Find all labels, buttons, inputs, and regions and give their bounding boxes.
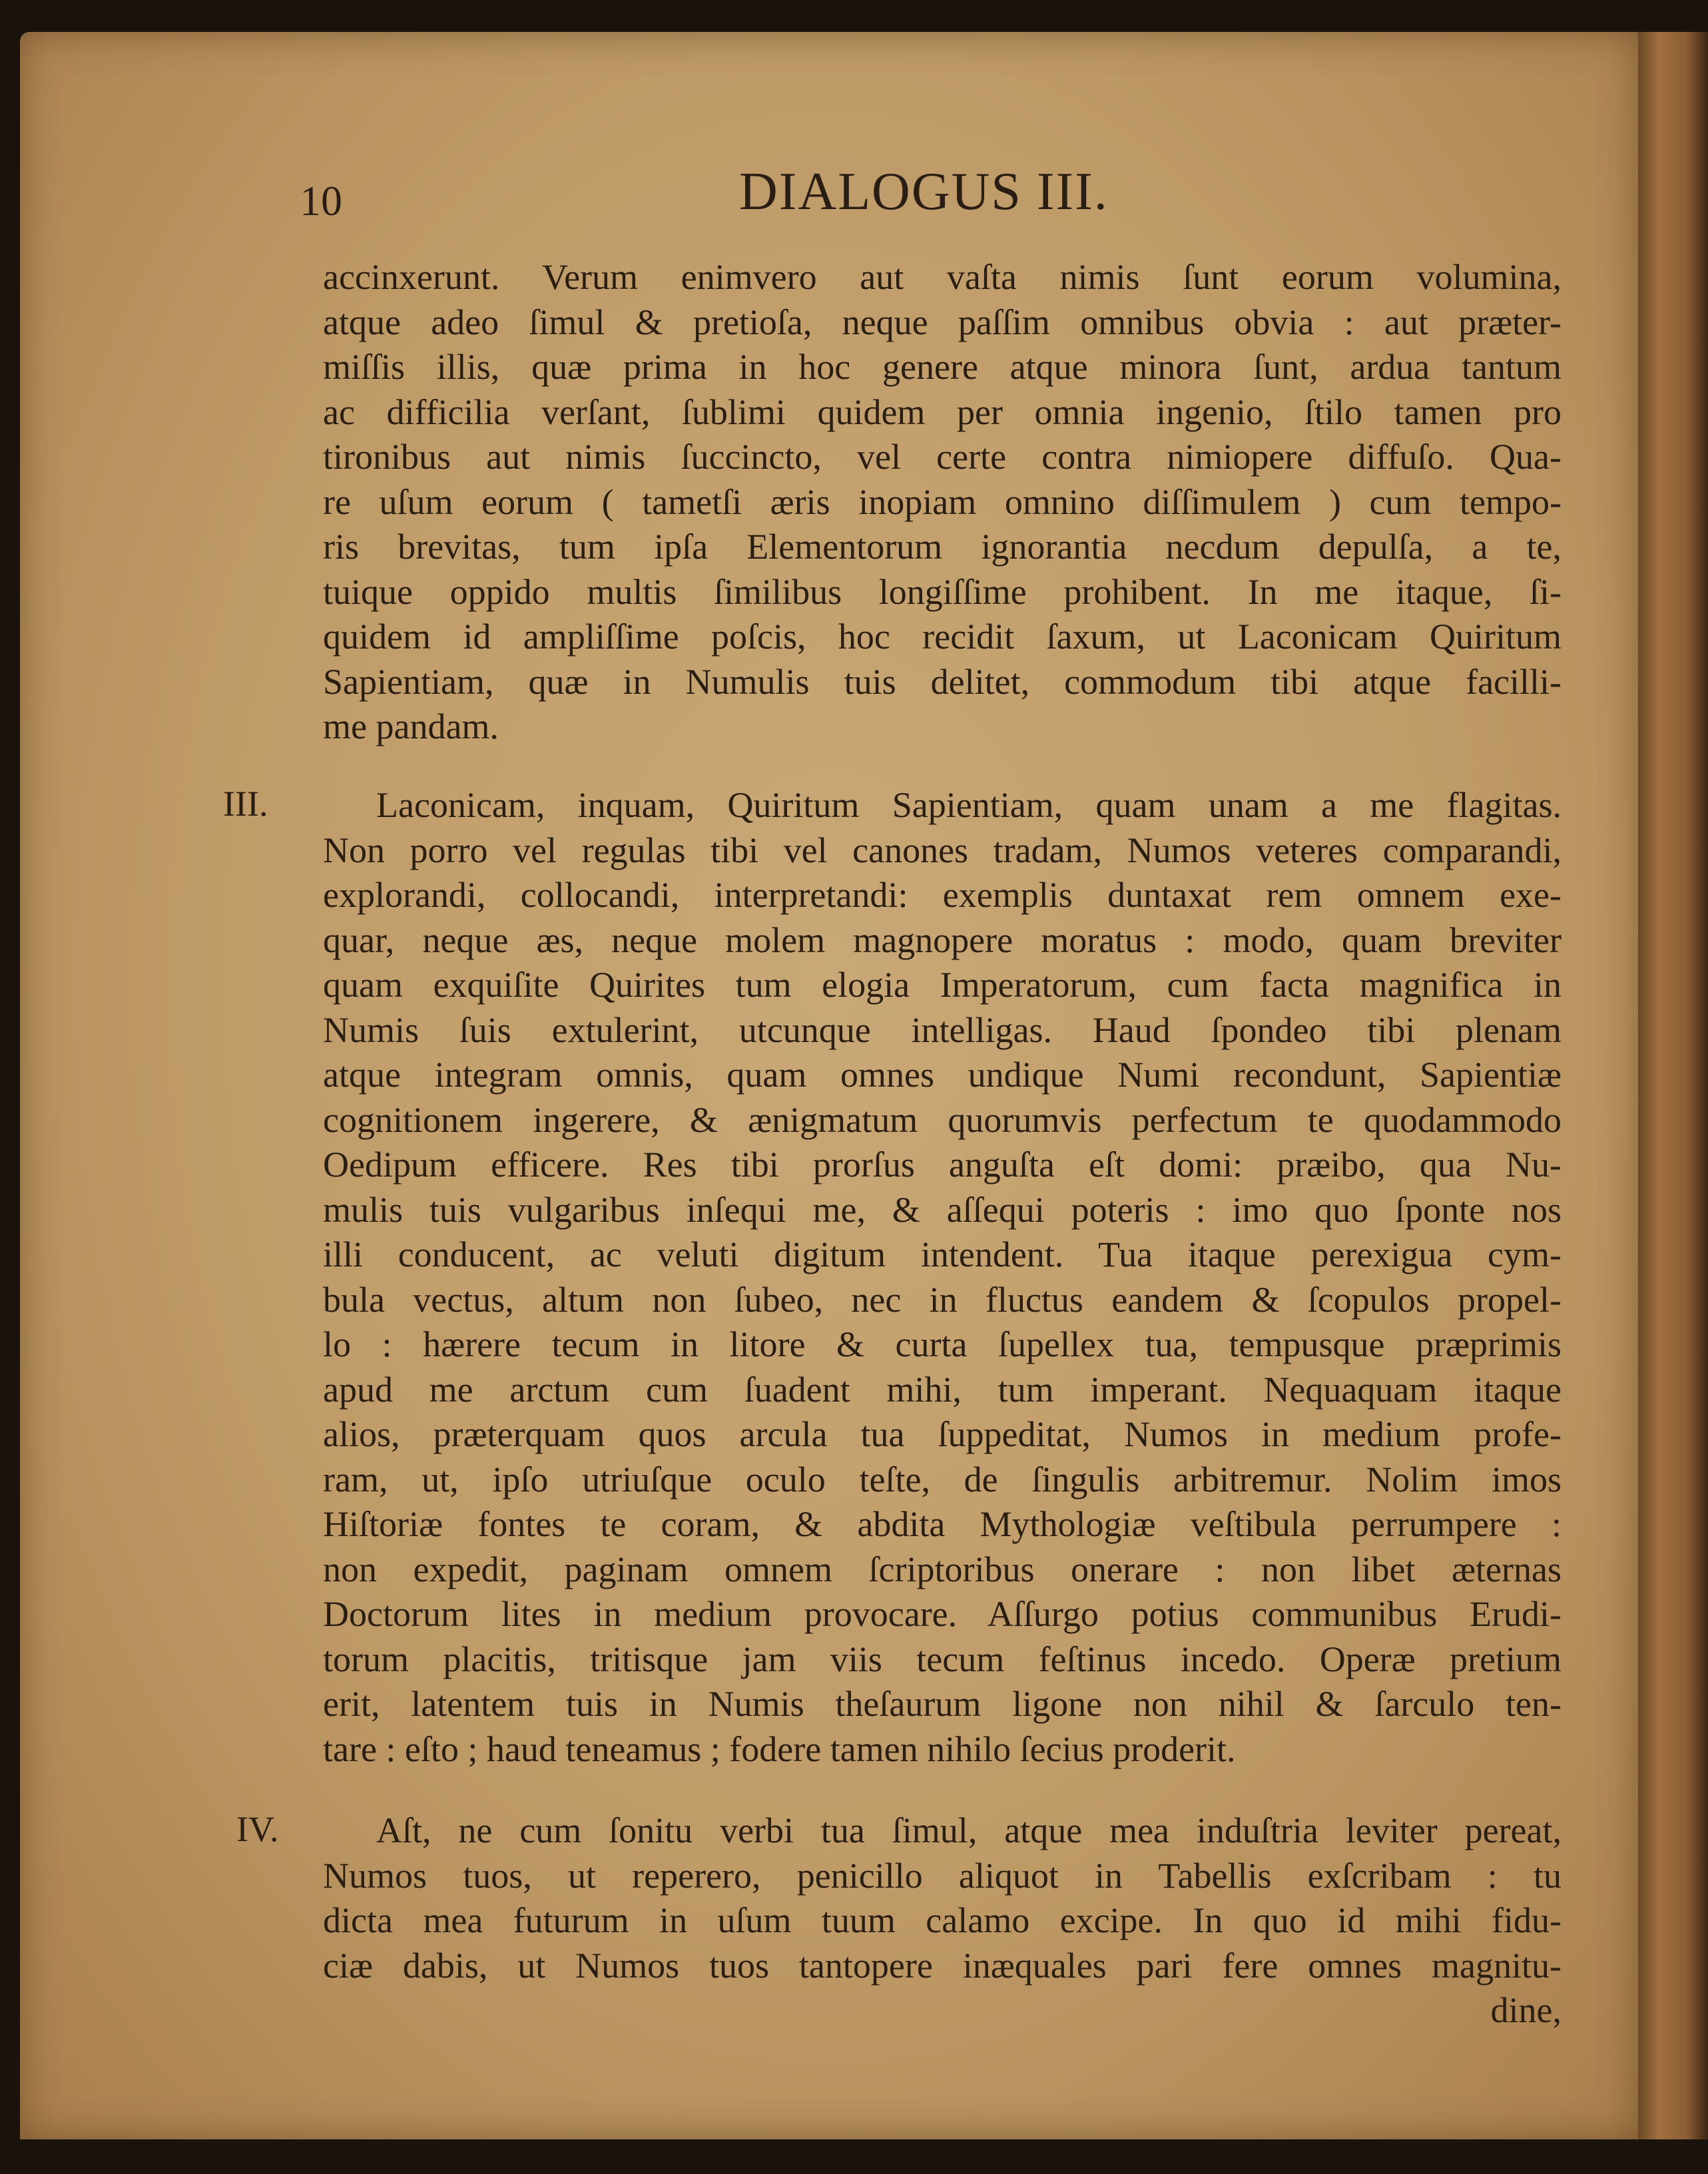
paragraph-iv xyxy=(323,1808,1562,2034)
text-line: Doctorum lites in medium provocare. Aſſurgo potius communibus Erudi- xyxy=(323,1594,1562,1634)
page-header xyxy=(20,162,1638,222)
paragraph-iii xyxy=(323,783,1562,1772)
text-line: lo : hærere tecum in litore & curta ſupellex tua, tempusque præprimis xyxy=(323,1324,1562,1364)
text-line: explorandi, collocandi, interpretandi: exemplis duntaxat rem omnem exe- xyxy=(323,875,1562,915)
text-line: quidem id ampliſſime poſcis, hoc recidit ſaxum, ut Laconicam Quiritum xyxy=(323,617,1562,657)
text-line: tare : eſto ; haud teneamus ; fodere tamen nihilo ſecius proderit. xyxy=(323,1729,1236,1769)
running-title: DIALOGUS III. xyxy=(739,162,1109,221)
text-line: torum placitis, tritisque jam viis tecum feſtinus incedo. Operæ pretium xyxy=(323,1639,1562,1679)
text-line: Numos tuos, ut reperero, penicillo aliquot in Tabellis exſcribam : tu xyxy=(323,1855,1562,1896)
text-line: ciæ dabis, ut Numos tuos tantopere inæquales pari fere omnes magnitu- xyxy=(323,1945,1562,1986)
text-line: dicta mea futurum in uſum tuum calamo excipe. In quo id mihi fidu- xyxy=(323,1900,1562,1940)
text-line: apud me arctum cum ſuadent mihi, tum imperant. Nequaquam itaque xyxy=(323,1369,1562,1410)
book-page-edge xyxy=(1638,32,1708,2139)
paragraph-continuation xyxy=(323,255,1562,750)
page-number: 10 xyxy=(300,177,342,224)
text-line: Oedipum efficere. Res tibi prorſus anguſta eſt domi: præibo, qua Nu- xyxy=(323,1145,1562,1185)
text-line: Numis ſuis extulerint, utcunque intelligas. Haud ſpondeo tibi plenam xyxy=(323,1009,1562,1050)
book-page xyxy=(20,32,1638,2139)
text-line: mulis tuis vulgaribus inſequi me, & aſſequi poteris : imo quo ſponte nos xyxy=(323,1189,1562,1230)
paragraph-number-iv: IV. xyxy=(236,1809,279,1849)
text-line: miſſis illis, quæ prima in hoc genere atque minora ſunt, ardua tantum xyxy=(323,347,1562,387)
text-line: tironibus aut nimis ſuccincto, vel certe contra nimiopere diffuſo. Qua- xyxy=(323,437,1562,477)
text-line: atque integram omnis, quam omnes undique Numi recondunt, Sapientiæ xyxy=(323,1055,1562,1095)
text-line: alios, præterquam quos arcula tua ſuppeditat, Numos in medium profe- xyxy=(323,1414,1562,1454)
text-line: me pandam. xyxy=(323,706,499,746)
text-line: illi conducent, ac veluti digitum intendent. Tua itaque perexigua cym- xyxy=(323,1234,1562,1274)
text-line: accinxerunt. Verum enimvero aut vaſta nimis ſunt eorum volumina, xyxy=(323,257,1562,297)
text-line: erit, latentem tuis in Numis theſaurum ligone non nihil & ſarculo ten- xyxy=(323,1684,1562,1724)
text-line: tuique oppido multis ſimilibus longiſſime prohibent. In me itaque, ſi- xyxy=(323,571,1562,612)
text-line: atque adeo ſimul & pretioſa, neque paſſim omnibus obvia : aut præter- xyxy=(323,302,1562,342)
text-line: Hiſtoriæ fontes te coram, & abdita Mythologiæ veſtibula perrumpere : xyxy=(323,1504,1562,1544)
text-line: bula vectus, altum non ſubeo, nec in fluctus eandem & ſcopulos propel- xyxy=(323,1279,1562,1320)
text-line: cognitionem ingerere, & ænigmatum quorumvis perfectum te quodammodo xyxy=(323,1099,1562,1140)
text-line: quam exquiſite Quirites tum elogia Imperatorum, cum facta magnifica in xyxy=(323,965,1562,1005)
text-line: re uſum eorum ( tametſi æris inopiam omnino diſſimulem ) cum tempo- xyxy=(323,481,1562,522)
text-line: Aſt, ne cum ſonitu verbi tua ſimul, atque mea induſtria leviter pereat, xyxy=(376,1810,1562,1850)
text-line: ram, ut, ipſo utriuſque oculo teſte, de ſingulis arbitremur. Nolim imos xyxy=(323,1459,1562,1499)
text-line: ris brevitas, tum ipſa Elementorum ignorantia necdum depulſa, a te, xyxy=(323,527,1562,567)
text-line: ac difficilia verſant, ſublimi quidem per omnia ingenio, ſtilo tamen pro xyxy=(323,392,1562,432)
paragraph-number-iii: III. xyxy=(223,784,268,824)
text-line: quar, neque æs, neque molem magnopere moratus : modo, quam breviter xyxy=(323,920,1562,960)
text-line: Non porro vel regulas tibi vel canones tradam, Numos veteres comparandi, xyxy=(323,830,1562,870)
text-line: dine, xyxy=(1490,1990,1562,2030)
text-line: Sapientiam, quæ in Numulis tuis delitet, commodum tibi atque facilli- xyxy=(323,661,1562,702)
text-line: non expedit, paginam omnem ſcriptoribus onerare : non libet æternas xyxy=(323,1549,1562,1589)
text-line: Laconicam, inquam, Quiritum Sapientiam, quam unam a me flagitas. xyxy=(376,785,1562,825)
